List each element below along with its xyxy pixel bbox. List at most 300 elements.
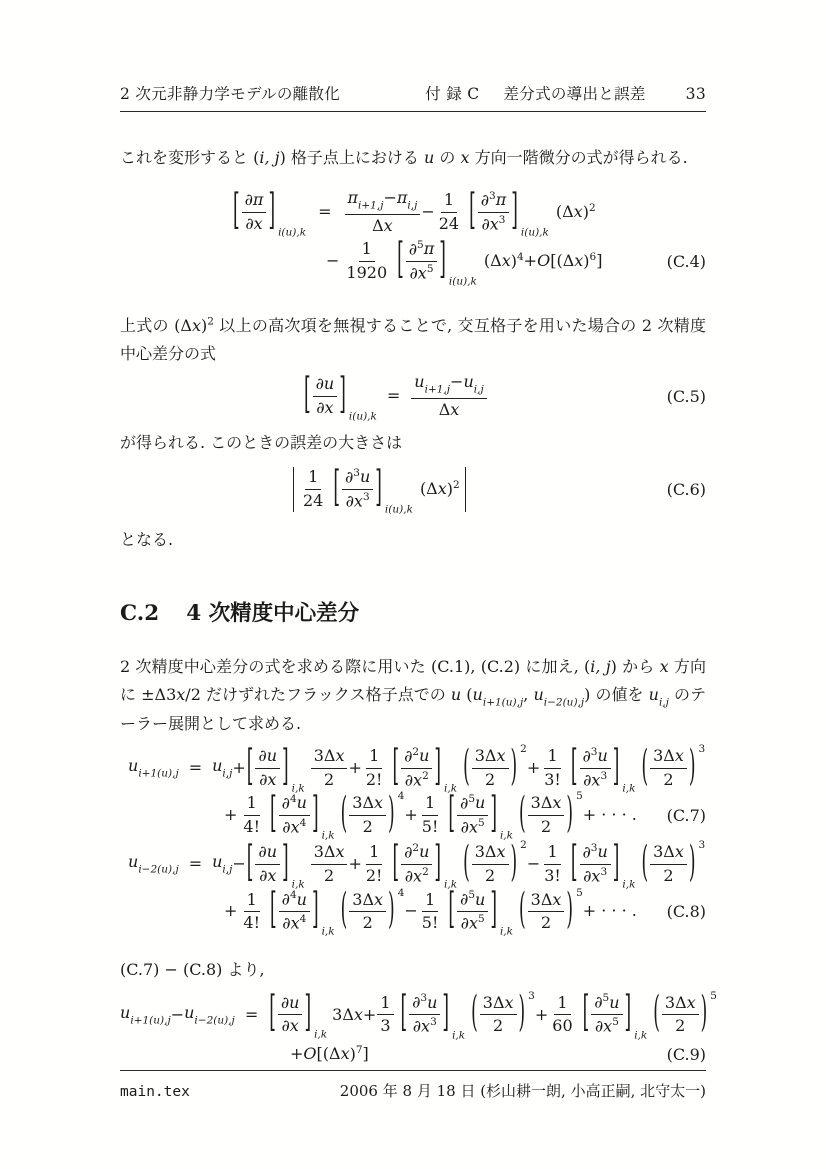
group-content	[579, 842, 612, 887]
math-run	[583, 842, 598, 863]
math-run	[533, 684, 585, 708]
math-run	[352, 890, 374, 911]
math-text: 2	[540, 913, 552, 933]
math-text: i, j	[259, 148, 280, 167]
denominator	[672, 1015, 688, 1037]
denominator	[660, 865, 676, 887]
group-content	[527, 890, 566, 935]
math-text: 5!	[421, 913, 439, 933]
superscript: 7	[355, 1044, 363, 1057]
open-delimiter: [	[270, 789, 277, 839]
group-content	[254, 746, 281, 791]
group-subscript: i(u),k	[384, 503, 413, 516]
math-text: ∂x	[481, 214, 499, 234]
math-run	[574, 202, 583, 223]
math-text: 2	[485, 769, 496, 789]
math-text: )	[583, 251, 590, 271]
math-text: ∂x	[259, 769, 277, 789]
fraction	[311, 842, 348, 887]
numerator	[422, 890, 438, 913]
math-run	[243, 913, 260, 934]
math-text: 1	[369, 745, 380, 765]
math-text: ∂x	[460, 817, 478, 837]
math-run	[596, 251, 602, 272]
superscript: 5	[468, 889, 475, 902]
math-text: +	[404, 805, 418, 825]
math-run	[450, 400, 459, 421]
math-text: 3Δ	[352, 793, 375, 813]
math-text: Δ	[438, 399, 451, 419]
superscript: 2	[422, 866, 429, 879]
math-run	[366, 866, 383, 887]
math-run	[245, 214, 262, 235]
denominator	[313, 397, 336, 419]
math-text: 3Δ	[530, 889, 553, 909]
bracket-group	[268, 989, 328, 1041]
math-text: 2	[663, 769, 674, 789]
math-run	[475, 890, 485, 911]
math-run	[527, 758, 540, 779]
math-run	[120, 316, 192, 335]
open-delimiter: [	[270, 886, 277, 936]
close-delimiter: ]	[434, 838, 442, 888]
math-text: ∂x	[409, 263, 427, 283]
math-run	[397, 188, 417, 213]
math-text: ∂x	[412, 1016, 431, 1036]
group-superscript: 5	[576, 886, 583, 899]
open-delimiter: (	[519, 886, 526, 936]
math-text: +	[362, 1004, 377, 1024]
math-run	[332, 1005, 354, 1026]
numerator	[544, 746, 560, 769]
math-run	[317, 1044, 341, 1065]
numerator	[554, 993, 570, 1016]
open-delimiter: [	[448, 886, 456, 936]
math-run	[419, 746, 429, 767]
equation-number: (C.6)	[666, 479, 706, 499]
group-content	[400, 842, 433, 887]
math-run	[583, 251, 596, 272]
superscript: 3	[600, 769, 608, 782]
math-run	[184, 1003, 235, 1028]
math-text: +	[523, 250, 538, 270]
math-text: π	[423, 238, 435, 258]
close-delimiter: ]	[311, 789, 319, 839]
math-text: 方向に ±Δ3	[120, 656, 707, 704]
math-run	[176, 685, 185, 704]
close-delimiter: )	[388, 789, 395, 839]
math-text: u	[296, 889, 307, 909]
math-run	[259, 148, 279, 167]
fraction	[240, 793, 263, 838]
math-text: 1	[380, 992, 391, 1012]
math-run	[461, 817, 485, 838]
math-text: が得られる. このときの誤差の大きさは	[120, 432, 403, 452]
math-text: u	[424, 148, 435, 167]
superscript: 5	[602, 992, 610, 1005]
math-text: −	[526, 854, 541, 874]
fraction	[363, 746, 386, 791]
denominator	[592, 1015, 622, 1037]
math-run	[611, 657, 660, 676]
math-run	[556, 202, 574, 223]
math-text: u	[648, 684, 659, 704]
math-text: )	[582, 202, 589, 222]
group-subscript: i,k	[452, 1029, 466, 1042]
fraction	[300, 467, 326, 512]
math-text: −	[383, 188, 397, 207]
math-text: )	[510, 251, 517, 271]
close-delimiter: )	[688, 742, 696, 792]
group-subscript: i,k	[622, 878, 636, 891]
numerator	[244, 793, 260, 816]
close-delimiter: ]	[490, 789, 497, 839]
math-text: [(Δ	[316, 1044, 341, 1064]
fraction	[279, 889, 310, 934]
header-page-number: 33	[685, 85, 706, 103]
group-subscript: i,k	[314, 1028, 328, 1041]
equation-line	[290, 1040, 706, 1070]
math-text: ) 格子点上における	[279, 148, 425, 167]
math-run	[212, 852, 232, 877]
paragraph-conclusion	[120, 526, 706, 554]
group-content	[278, 793, 311, 838]
math-run	[360, 467, 370, 488]
equation-line	[224, 789, 706, 842]
math-text: 1	[369, 842, 380, 862]
math-text: 3	[380, 1016, 391, 1036]
math-run	[444, 190, 454, 211]
header-right-group	[425, 82, 706, 104]
math-text: u	[609, 992, 620, 1012]
math-text: x	[496, 842, 506, 862]
superscript: 3	[489, 189, 496, 202]
math-text: ∂	[345, 466, 354, 486]
subscript: i+1,j	[358, 199, 384, 212]
math-text: ) の値を	[584, 684, 649, 704]
math-text: −	[404, 901, 418, 921]
math-run	[419, 842, 429, 863]
numerator	[422, 793, 438, 816]
math-text: )	[201, 315, 208, 335]
superscript: 3	[353, 466, 360, 479]
math-run	[544, 866, 561, 887]
math-run	[481, 190, 496, 211]
open-delimiter: [	[246, 742, 254, 792]
math-text: u	[419, 842, 430, 862]
math-text: x	[374, 889, 384, 909]
math-text: 2	[493, 1016, 504, 1036]
bracket-group	[640, 742, 706, 792]
bracket-group	[400, 989, 466, 1042]
numerator	[472, 842, 509, 865]
math-run	[594, 992, 609, 1013]
math-text: 24	[438, 213, 460, 233]
math-run	[316, 374, 335, 395]
fraction	[457, 889, 488, 934]
close-delimiter: ]	[442, 989, 450, 1039]
denominator	[478, 213, 508, 235]
math-run	[224, 805, 237, 826]
math-run	[404, 746, 419, 767]
open-delimiter: [	[570, 838, 578, 888]
math-run	[128, 756, 179, 781]
math-text: u	[463, 371, 474, 391]
math-run	[303, 1044, 316, 1065]
numerator	[401, 842, 432, 865]
math-run	[314, 746, 336, 767]
footer-filename: main.tex	[120, 1083, 190, 1100]
group-content	[254, 842, 281, 887]
close-delimiter: ]	[490, 886, 497, 936]
math-text: =	[386, 385, 401, 405]
math-run	[547, 842, 557, 863]
close-delimiter: ]	[282, 742, 289, 792]
math-text: u	[597, 745, 608, 765]
group-subscript: i(u),k	[348, 410, 377, 423]
equation-line	[232, 188, 706, 237]
group-subscript: i,k	[622, 782, 636, 795]
header-appendix-label: 付 録 C	[425, 85, 480, 103]
math-text: これを変形すると (	[120, 148, 260, 167]
math-run	[297, 890, 307, 911]
math-text: +	[534, 1004, 549, 1024]
math-run	[461, 913, 485, 934]
subscript: i−2(u),j	[194, 1013, 235, 1026]
open-delimiter: (	[463, 742, 470, 792]
subscript: i,j	[658, 696, 669, 708]
math-expression	[224, 789, 637, 842]
group-subscript: i,k	[321, 829, 335, 842]
superscript: 4	[299, 913, 307, 926]
bracket-group	[518, 789, 583, 839]
section-title: 4 次精度中心差分	[186, 600, 360, 626]
fraction	[349, 890, 386, 935]
math-run	[346, 491, 370, 512]
denominator	[377, 1015, 393, 1037]
group-subscript: i,k	[321, 925, 335, 938]
math-text: x	[335, 745, 345, 765]
superscript: 3	[498, 213, 506, 226]
math-run	[363, 913, 373, 934]
subscript: i−2(u),j	[138, 863, 179, 876]
math-text: −	[421, 201, 435, 221]
math-run	[120, 1003, 171, 1028]
math-text: )	[349, 1044, 356, 1064]
math-run	[410, 263, 434, 284]
close-delimiter: ]	[439, 235, 446, 285]
math-text: (Δ	[483, 250, 502, 270]
denominator	[279, 816, 309, 838]
math-run	[422, 817, 439, 838]
bracket-group	[570, 742, 636, 795]
fraction	[419, 890, 442, 935]
fraction	[349, 793, 386, 838]
math-text: 1	[547, 745, 558, 765]
fraction	[411, 372, 486, 421]
math-text: u	[419, 745, 430, 765]
bracket-group	[232, 186, 307, 239]
math-text: 1920	[346, 262, 388, 282]
numerator	[349, 793, 386, 816]
math-run	[496, 842, 505, 863]
denominator	[458, 912, 488, 934]
math-run	[297, 793, 307, 814]
math-text: x	[552, 889, 562, 909]
equation-number: (C.4)	[666, 251, 706, 271]
group-content	[348, 890, 387, 935]
math-run	[380, 993, 390, 1014]
fraction	[242, 190, 267, 235]
math-text: x	[460, 148, 470, 167]
denominator	[279, 912, 309, 934]
bracket-group	[468, 186, 549, 239]
fraction	[580, 746, 611, 791]
group-content	[312, 374, 339, 419]
math-text: +	[232, 757, 246, 777]
close-delimiter: ]	[311, 886, 319, 936]
math-run	[552, 890, 561, 911]
math-run	[541, 817, 551, 838]
fraction	[343, 239, 390, 284]
equation-line	[128, 742, 706, 795]
math-expression	[128, 742, 706, 795]
math-text: 2	[663, 866, 674, 886]
denominator	[580, 769, 610, 791]
subscript: i,j	[473, 383, 484, 396]
math-text: x	[437, 478, 447, 498]
group-content	[277, 993, 304, 1038]
equation-line	[326, 235, 706, 288]
numerator	[580, 746, 611, 769]
math-run	[405, 770, 429, 791]
math-expression	[224, 886, 637, 938]
math-run	[483, 993, 505, 1014]
math-run	[326, 251, 339, 272]
math-text: u	[475, 889, 486, 909]
math-run	[475, 793, 485, 814]
math-run	[552, 1016, 572, 1037]
math-run	[404, 805, 417, 826]
math-run	[335, 842, 344, 863]
math-text: のテーラー展開として求める.	[120, 684, 707, 733]
equation-line	[224, 886, 706, 938]
bracket-group	[340, 886, 405, 936]
math-text: (Δ	[419, 478, 438, 498]
math-text: x	[674, 842, 684, 862]
math-text: ∂π	[244, 190, 264, 210]
math-run	[363, 817, 373, 838]
math-text: ∂x	[345, 490, 363, 510]
math-run	[374, 793, 383, 814]
math-run	[404, 842, 419, 863]
numerator	[313, 374, 338, 397]
math-run	[687, 993, 696, 1014]
numerator	[279, 793, 310, 816]
bracket-group	[640, 838, 706, 888]
math-run	[550, 251, 574, 272]
group-content	[661, 993, 700, 1038]
group-subscript: i,k	[499, 829, 514, 842]
subscript: i+1(u),j	[130, 1013, 171, 1026]
math-text: 方向一階微分の式が得られる.	[469, 148, 688, 167]
superscript: 2	[412, 745, 420, 758]
math-text: 3Δ	[313, 842, 336, 862]
math-run	[243, 817, 260, 838]
math-run	[475, 746, 497, 767]
fraction	[650, 842, 687, 887]
math-run	[523, 685, 533, 704]
math-text: 5!	[421, 816, 439, 836]
math-text: O	[537, 250, 551, 270]
math-run	[354, 1005, 363, 1026]
footer-row	[120, 1071, 706, 1101]
numerator	[406, 239, 437, 262]
superscript: 2	[412, 842, 420, 855]
group-content	[471, 842, 510, 887]
math-run	[245, 1005, 258, 1026]
math-expression	[303, 372, 488, 421]
math-run	[527, 854, 540, 875]
math-text: −	[450, 371, 464, 391]
denominator	[541, 769, 564, 791]
open-delimiter: [	[246, 838, 254, 888]
math-run	[450, 372, 463, 393]
open-delimiter: [	[333, 463, 340, 513]
close-delimiter: )	[518, 989, 526, 1039]
math-run	[245, 190, 264, 211]
math-run	[439, 214, 459, 235]
math-text: 2	[540, 816, 552, 836]
math-text: 4!	[243, 913, 261, 933]
open-delimiter: (	[340, 789, 348, 839]
open-delimiter: (	[641, 838, 649, 888]
math-text: −	[326, 250, 340, 270]
numerator	[377, 993, 393, 1016]
superscript: 4	[289, 792, 297, 805]
math-text: +	[348, 757, 362, 777]
bracket-group	[391, 838, 458, 891]
math-run	[374, 890, 383, 911]
math-run	[583, 746, 598, 767]
math-run	[424, 239, 435, 260]
math-run	[544, 770, 561, 791]
math-text: x	[674, 745, 684, 765]
open-delimiter: [	[570, 742, 578, 792]
math-run	[463, 372, 483, 397]
math-text: ∂	[412, 992, 421, 1012]
superscript: 3	[420, 992, 428, 1005]
numerator	[244, 890, 260, 913]
math-run	[535, 1005, 548, 1026]
math-run	[425, 890, 435, 911]
open-delimiter: [	[269, 989, 276, 1039]
numerator	[662, 993, 699, 1016]
math-run	[348, 188, 384, 213]
math-run	[496, 746, 505, 767]
math-text: 1	[308, 466, 319, 486]
math-text: ∂	[582, 745, 591, 765]
math-text: 60	[552, 1016, 573, 1036]
math-run	[438, 479, 447, 500]
numerator	[528, 890, 565, 913]
group-content	[649, 746, 688, 791]
math-run	[303, 491, 323, 512]
math-run	[597, 746, 607, 767]
math-text: ∂	[460, 889, 469, 909]
open-delimiter: [	[400, 989, 408, 1039]
bracket-group	[396, 235, 477, 288]
